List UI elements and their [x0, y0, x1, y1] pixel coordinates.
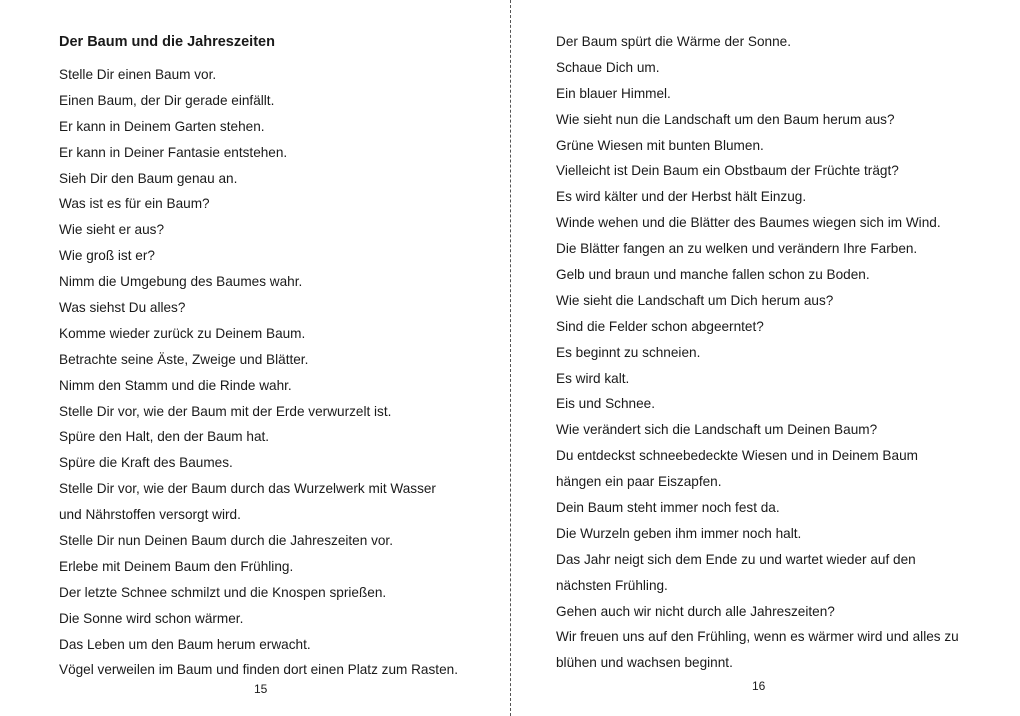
page-title: Der Baum und die Jahreszeiten [59, 34, 275, 50]
text-line: Das Leben um den Baum herum erwacht. [59, 636, 311, 652]
text-line: Die Wurzeln geben ihm immer noch halt. [556, 525, 802, 541]
text-line: Ein blauer Himmel. [556, 85, 671, 101]
text-line: blühen und wachsen beginnt. [556, 655, 733, 671]
text-line: Sieh Dir den Baum genau an. [59, 170, 238, 186]
text-line: Stelle Dir einen Baum vor. [59, 67, 217, 82]
right-page [511, 0, 1020, 716]
text-line: Wir freuen uns auf den Frühling, wenn es wärmer wird und alles zu [556, 629, 959, 645]
text-line: Winde wehen und die Blätter des Baumes wiegen sich im Wind. [556, 215, 941, 231]
text-line: Nimm die Umgebung des Baumes wahr. [59, 274, 303, 290]
text-line: Spüre den Halt, den der Baum hat. [59, 429, 270, 445]
text-line: Der letzte Schnee schmilzt und die Knospen sprießen. [59, 584, 387, 600]
text-line: Stelle Dir vor, wie der Baum mit der Erde verwurzelt ist. [59, 403, 392, 419]
text-line: hängen ein paar Eiszapfen. [556, 474, 722, 490]
text-line: Es wird kälter und der Herbst hält Einzug. [556, 189, 807, 205]
text-line: Was siehst Du alles? [59, 300, 186, 316]
text-line: Was ist es für ein Baum? [59, 196, 210, 212]
text-line: Schaue Dich um. [556, 59, 660, 75]
left-text-lines [59, 66, 458, 687]
text-line: Komme wieder zurück zu Deinem Baum. [59, 325, 306, 341]
page-number-right: 16 [752, 679, 766, 693]
text-line: Stelle Dir vor, wie der Baum durch das Wurzelwerk mit Wasser [59, 481, 436, 497]
text-line: Wie verändert sich die Landschaft um Deinen Baum? [556, 422, 878, 438]
text-line: Er kann in Deinem Garten stehen. [59, 118, 265, 134]
text-line: Dein Baum steht immer noch fest da. [556, 500, 780, 516]
right-text-lines [556, 33, 959, 680]
text-line: Die Blätter fangen an zu welken und verändern Ihre Farben. [556, 241, 918, 257]
text-line: Gehen auch wir nicht durch alle Jahreszeiten? [556, 603, 835, 619]
page-number-left: 15 [254, 682, 268, 696]
text-line: Es beginnt zu schneien. [556, 344, 701, 360]
text-line: Wie sieht die Landschaft um Dich herum aus? [556, 292, 834, 308]
text-line: Es wird kalt. [556, 370, 630, 386]
text-line: Erlebe mit Deinem Baum den Frühling. [59, 558, 294, 574]
text-line: Vögel verweilen im Baum und finden dort einen Platz zum Rasten. [59, 662, 458, 678]
text-line: Du entdeckst schneebedeckte Wiesen und in Deinem Baum [556, 448, 918, 464]
text-line: Das Jahr neigt sich dem Ende zu und wartet wieder auf den [556, 551, 916, 567]
text-line: Spüre die Kraft des Baumes. [59, 455, 233, 471]
text-line: nächsten Frühling. [556, 577, 668, 593]
text-line: Gelb und braun und manche fallen schon zu Boden. [556, 267, 870, 283]
text-line: Der Baum spürt die Wärme der Sonne. [556, 34, 791, 49]
text-line: Nimm den Stamm und die Rinde wahr. [59, 377, 292, 393]
text-line: Eis und Schnee. [556, 396, 655, 412]
text-line: Er kann in Deiner Fantasie entstehen. [59, 144, 288, 160]
text-line: Betrachte seine Äste, Zweige und Blätter. [59, 351, 309, 367]
text-line: Stelle Dir nun Deinen Baum durch die Jahreszeiten vor. [59, 533, 393, 549]
text-line: Die Sonne wird schon wärmer. [59, 610, 244, 626]
text-line: Wie groß ist er? [59, 248, 155, 264]
text-line: Sind die Felder schon abgeerntet? [556, 318, 764, 334]
text-line: Vielleicht ist Dein Baum ein Obstbaum der Früchte trägt? [556, 163, 899, 179]
text-line: Wie sieht er aus? [59, 222, 165, 238]
text-line: und Nährstoffen versorgt wird. [59, 507, 241, 523]
text-line: Wie sieht nun die Landschaft um den Baum herum aus? [556, 111, 895, 127]
text-line: Einen Baum, der Dir gerade einfällt. [59, 92, 275, 108]
text-line: Grüne Wiesen mit bunten Blumen. [556, 137, 764, 153]
